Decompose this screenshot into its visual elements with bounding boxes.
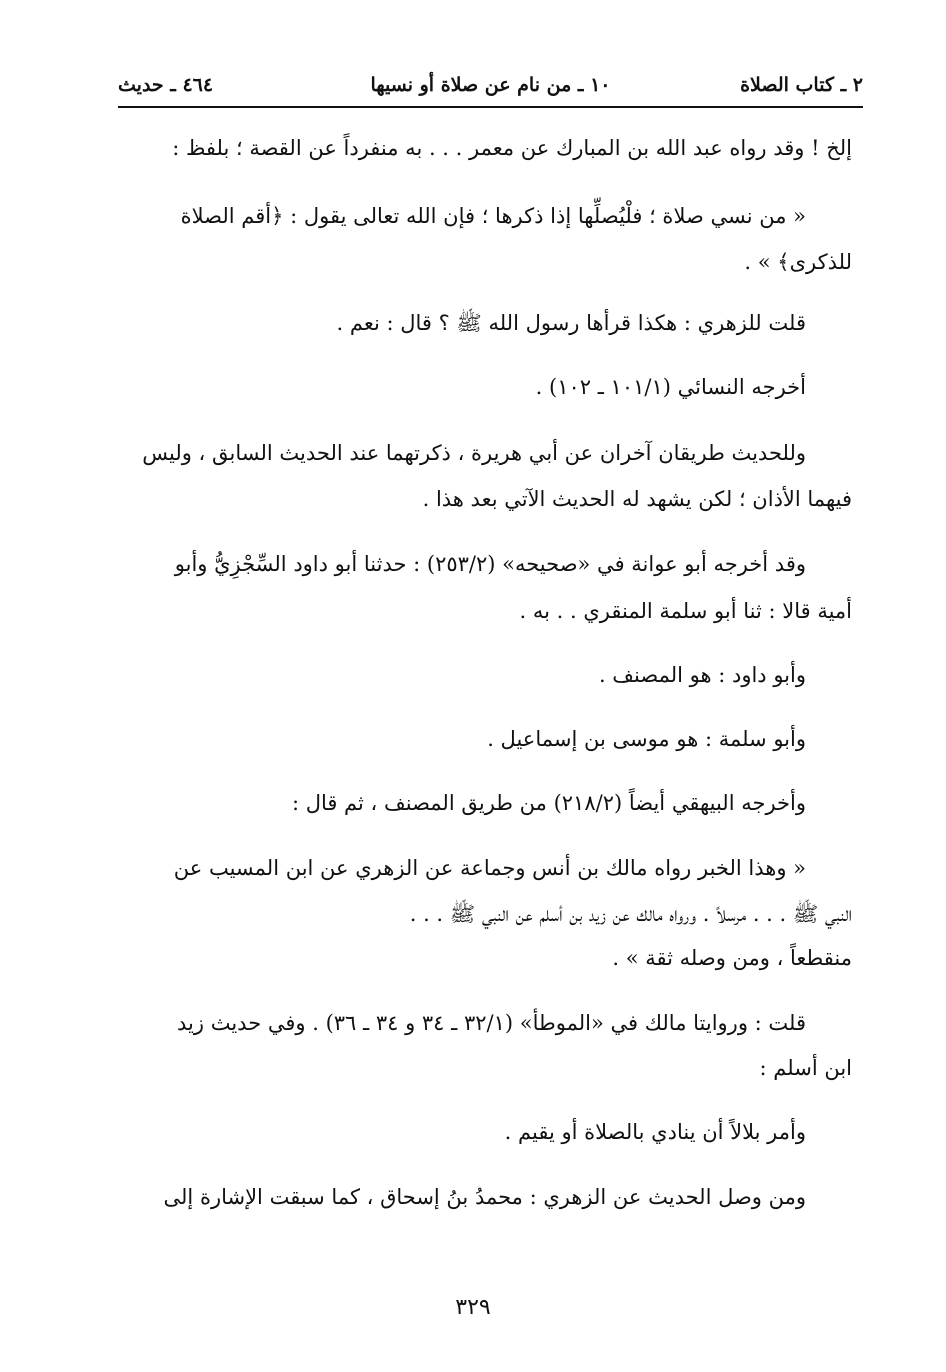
running-header (118, 72, 863, 106)
text-line: قلت : وروايتا مالك في «الموطأ» (٣٢/١ ـ ٣٤ و ٣٤ ـ ٣٦) . وفي حديث زيد (177, 1011, 806, 1035)
text-line: « وهذا الخبر رواه مالك بن أنس وجماعة عن الزهري عن ابن المسيب عن (173, 856, 806, 880)
text-line: وأبو سلمة : هو موسى بن إسماعيل . (487, 727, 806, 751)
page-number: ٣٢٩ (455, 1295, 491, 1320)
header-chapter-title: ١٠ ـ من نام عن صلاة أو نسيها (370, 74, 611, 96)
header-divider (118, 106, 863, 108)
header-book-title: ٢ ـ كتاب الصلاة (740, 74, 863, 96)
text-line: وأبو داود : هو المصنف . (598, 663, 806, 687)
text-line: وقد أخرجه أبو عوانة في «صحيحه» (٢٥٣/٢) : حدثنا أبو داود السِّجْزِيُّ وأبو (174, 552, 806, 576)
text-line: وأخرجه البيهقي أيضاً (٢١٨/٢) من طريق المصنف ، ثم قال : (291, 791, 806, 815)
text-line: وأمر بلالاً أن ينادي بالصلاة أو يقيم . (504, 1120, 806, 1144)
text-line: منقطعاً ، ومن وصله ثقة » . (612, 946, 852, 970)
text-line: أخرجه النسائي (١٠١/١ ـ ١٠٢) . (535, 375, 806, 399)
text-line: وللحديث طريقان آخران عن أبي هريرة ، ذكرتهما عند الحديث السابق ، وليس (142, 441, 806, 465)
text-line: فيهما الأذان ؛ لكن يشهد له الحديث الآتي بعد هذا . (422, 487, 852, 511)
text-line: للذكرى﴾ » . (744, 250, 852, 274)
text-line: النبي ﷺ . . . مرسلاً . ورواه مالك عن زيد بن أسلم عن النبي ﷺ . . . (409, 902, 852, 926)
text-line: أمية قالا : ثنا أبو سلمة المنقري . . به . (519, 599, 852, 623)
text-line: ومن وصل الحديث عن الزهري : محمدُ بنُ إسحاق ، كما سبقت الإشارة إلى (163, 1185, 806, 1209)
header-hadith-number: ٤٦٤ ـ حديث (118, 74, 214, 96)
text-line: « من نسي صلاة ؛ فلْيُصلِّها إذا ذكرها ؛ فإن الله تعالى يقول : ﴿أقم الصلاة (180, 204, 806, 228)
text-line: ابن أسلم : (759, 1056, 852, 1080)
text-line: إلخ ! وقد رواه عبد الله بن المبارك عن معمر . . . به منفرداً عن القصة ؛ بلفظ : (172, 136, 852, 160)
text-line: قلت للزهري : هكذا قرأها رسول الله ﷺ ؟ قال : نعم . (336, 311, 806, 335)
